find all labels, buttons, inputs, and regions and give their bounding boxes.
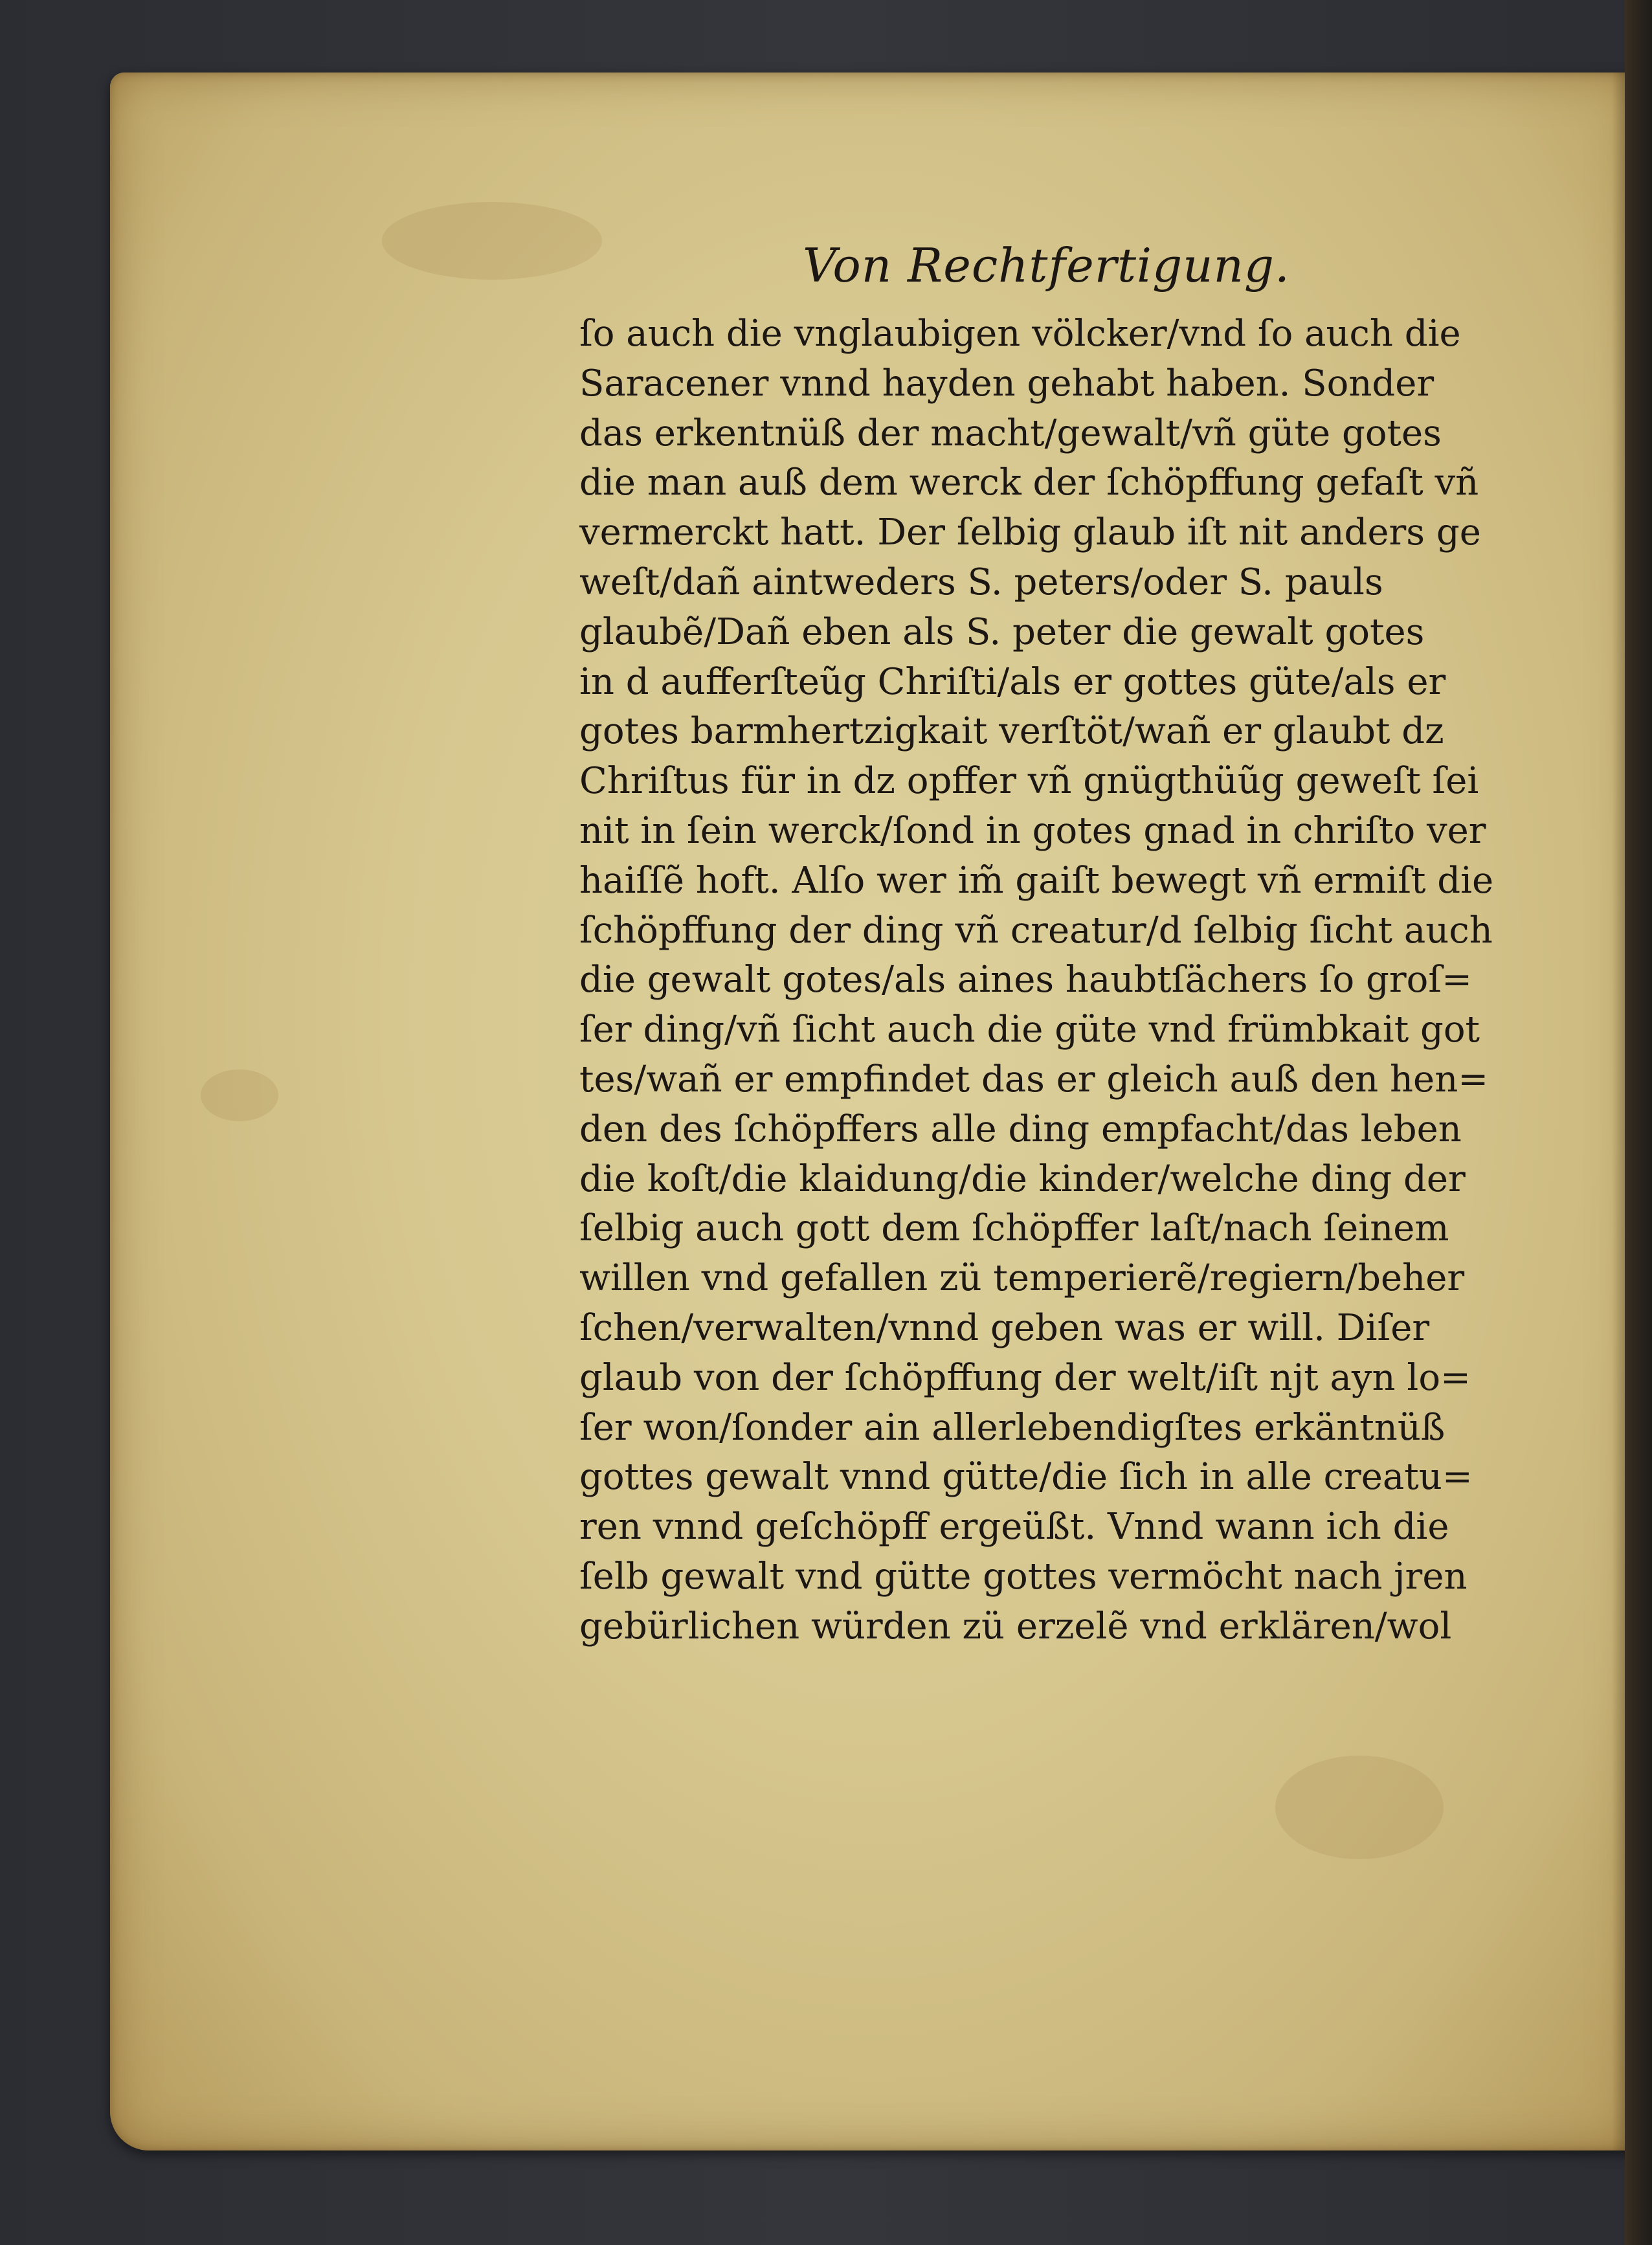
text-line: das erkentnüß der macht/gewalt/vñ güte gotes	[579, 412, 1442, 454]
paper-stain	[382, 202, 602, 280]
text-line: haiſſẽ hoft. Alſo wer im̃ gaiſt bewegt vñ ermiſt die	[579, 859, 1494, 902]
text-line: glaub von der ſchöpffung der welt/iſt njt ayn lo=	[579, 1356, 1471, 1399]
body-text	[579, 309, 1583, 1652]
text-line: Chriſtus für in dz opffer vñ gnügthüũg geweſt ſei	[579, 760, 1479, 803]
text-line: gotes barmhertzigkait verſtöt/wañ er glaubt dz	[579, 710, 1444, 753]
text-line: den des ſchöpffers alle ding empfacht/das leben	[579, 1108, 1462, 1150]
paper-stain	[1275, 1756, 1444, 1859]
text-line: die man auß dem werck der ſchöpffung gefaſt vñ	[579, 462, 1479, 504]
text-line: ſo auch die vnglaubigen völcker/vnd ſo auch die	[579, 313, 1461, 355]
text-line: nit in ſein werck/ſond in gotes gnad in chriſto ver	[579, 809, 1486, 852]
text-line: ſer won/ſonder ain allerlebendigſtes erkäntnüß	[579, 1406, 1446, 1449]
text-line: vermerckt hatt. Der ſelbig glaub iſt nit anders ge	[579, 511, 1481, 554]
text-line: ſer ding/vñ ſicht auch die güte vnd frümbkait got	[579, 1009, 1480, 1051]
text-line: ſchöpffung der ding vñ creatur/d ſelbig ſicht auch	[579, 909, 1493, 952]
text-line: die gewalt gotes/als aines haubtſächers ſo groſ=	[579, 959, 1472, 1001]
text-line: Saracener vnnd hayden gehabt haben. Sonder	[579, 362, 1434, 405]
text-line: glaubẽ/Dañ eben als S. peter die gewalt gotes	[579, 610, 1425, 653]
running-head: Von Rechtfertigung.	[803, 238, 1290, 293]
paper-stain	[201, 1069, 278, 1121]
text-line: gottes gewalt vnnd gütte/die ſich in alle creatu=	[579, 1456, 1473, 1499]
text-line: ſelbig auch gott dem ſchöpffer laſt/nach ſeinem	[579, 1207, 1449, 1250]
text-line: gebürlichen würden zü erzelẽ vnd erklären/wol	[579, 1605, 1452, 1647]
text-line: die koſt/die klaidung/die kinder/welche ding der	[579, 1157, 1466, 1200]
text-line: ſchen/verwalten/vnnd geben was er will. Diſer	[579, 1306, 1430, 1349]
text-line: willen vnd gefallen zü temperierẽ/regiern/beher	[579, 1257, 1465, 1300]
text-line: ſelb gewalt vnd gütte gottes vermöcht nach jren	[579, 1555, 1468, 1598]
text-line: tes/wañ er empfindet das er gleich auß den hen=	[579, 1058, 1489, 1100]
book-spine-edge	[1625, 0, 1652, 2245]
text-line: in d aufferſteũg Chriſti/als er gottes güte/als er	[579, 660, 1446, 703]
text-line: weſt/dañ aintweders S. peters/oder S. pauls	[579, 561, 1383, 603]
text-line: ren vnnd geſchöpff ergeüßt. Vnnd wann ich die	[579, 1506, 1449, 1548]
